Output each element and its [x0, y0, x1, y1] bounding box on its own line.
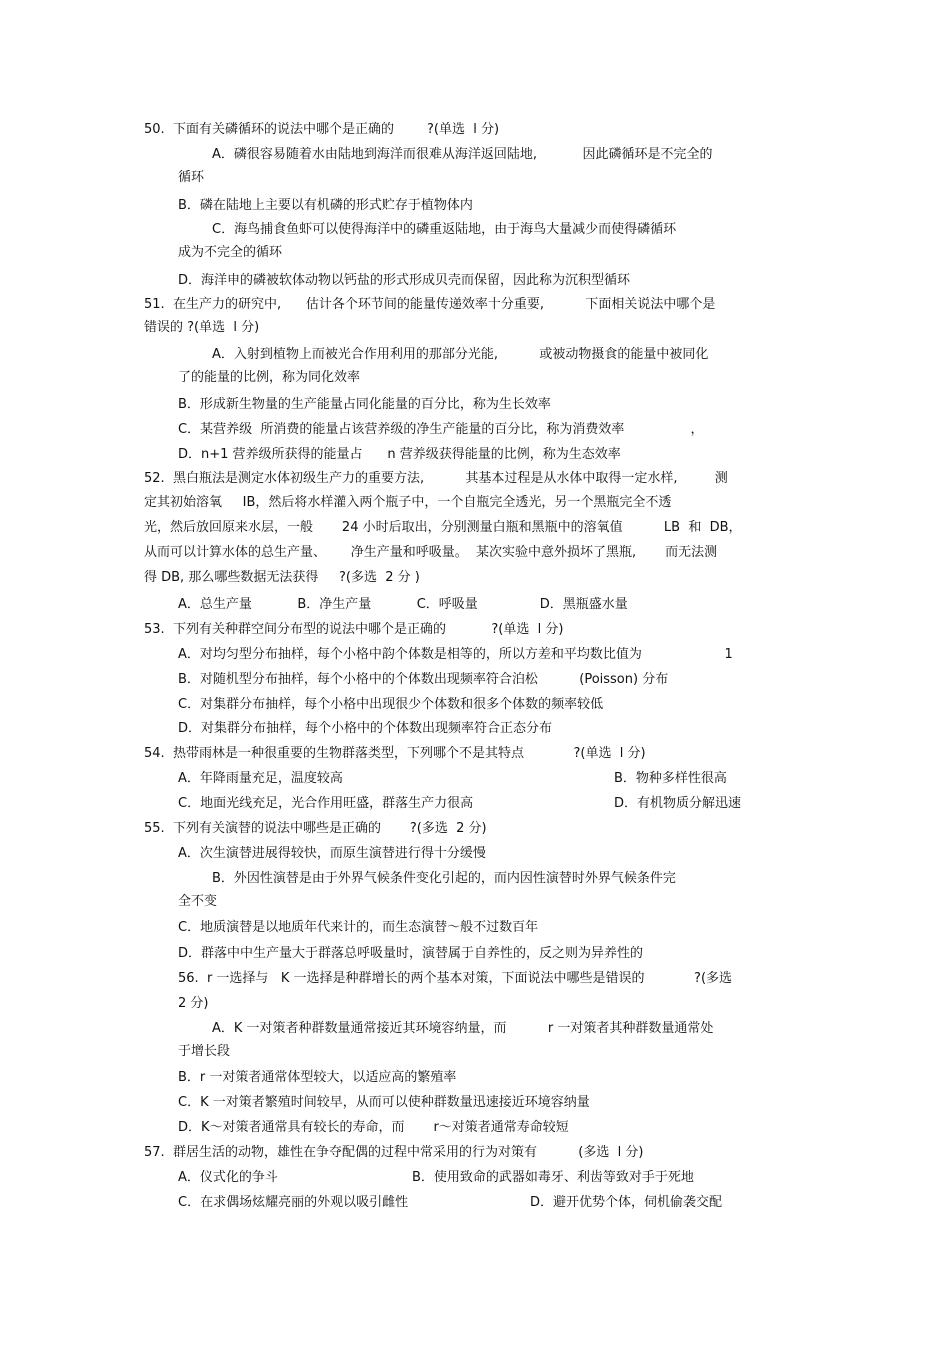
q56-option-b: B．r 一对策者通常体型较大，以适应高的繁殖率: [178, 1070, 457, 1085]
q56-option-a: A．K 一对策者种群数量通常接近其环境容纳量，而 r 一对策者其种群数量通常处: [212, 1021, 714, 1036]
q51-option-d: D．n+1 营养级所获得的能量占 n 营养级获得能量的比例，称为生态效率: [178, 447, 621, 462]
q53-option-a: A．对均匀型分布抽样，每个小格中韵个体数是相等的，所以方差和平均数比值为 1: [178, 647, 733, 662]
q55-option-d: D．群落中中生产量大于群落总呼吸量时，演替属于自养性的，反之则为异养性的: [178, 946, 644, 961]
q56-option-d: D．K～对策者通常具有较长的寿命，而 r～对策者通常寿命较短: [178, 1120, 569, 1135]
q50-option-d: D．海洋申的磷被软体动物以钙盐的形式形成贝壳而保留，因此称为沉积型循环: [178, 273, 631, 288]
q52-stem-cont-1: 定其初始溶氧 IB，然后将水样灌入两个瓶子中，一个自瓶完全透光，另一个黑瓶完全不透: [144, 495, 672, 510]
q55-option-c: C．地质演替是以地质年代来计的，而生态演替～般不过数百年: [178, 920, 539, 935]
q52-stem-cont-3: 从而可以计算水体的总生产量、 净生产量和呼吸量。 某次实验中意外损坏了黑瓶, 而无法测: [144, 545, 718, 560]
q50-option-a-cont: 循环: [178, 170, 205, 185]
q56-stem-cont: 2 分): [178, 996, 209, 1011]
q54-option-b: B．物种多样性很高: [614, 771, 727, 786]
q50-option-a: A．磷很容易随着水由陆地到海洋而很难从海洋返回陆地, 因此磷循环是不完全的: [212, 147, 713, 162]
q55-stem: 55. 下列有关演替的说法中哪些是正确的 ?(多选 2 分): [144, 821, 487, 836]
q55-option-b-cont: 全不变: [178, 894, 218, 909]
q55-option-b: B．外因性演替是由于外界气候条件变化引起的，而内因性演替时外界气候条件完: [212, 871, 676, 886]
q56-stem: 56. r 一选择与 K 一选择是种群增长的两个基本对策，下面说法中哪些是错误的 ?(多选: [178, 971, 733, 986]
q52-options: A．总生产量 B．净生产量 C．呼吸量 D．黑瓶盛水量: [178, 597, 628, 612]
q51-option-a: A．入射到植物上而被光合作用利用的那部分光能, 或被动物摄食的能量中被同化: [212, 347, 709, 362]
q54-option-c: C．地面光线充足，光合作用旺盛，群落生产力很高: [178, 796, 474, 811]
q57-stem: 57. 群居生活的动物，雄性在争夺配偶的过程中常采用的行为对策有 (多选 l 分): [144, 1145, 644, 1160]
q57-option-c: C．在求偶场炫耀亮丽的外观以吸引雌性: [178, 1195, 409, 1210]
q50-option-b: B．磷在陆地上主要以有机磷的形式贮存于植物体内: [178, 198, 473, 213]
q50-option-c: C．海鸟捕食鱼虾可以使得海洋中的磷重返陆地，由于海鸟大量减少而使得磷循环: [212, 222, 677, 237]
q53-stem: 53. 下列有关种群空间分布型的说法中哪个是正确的 ?(单选 l 分): [144, 622, 564, 637]
q57-option-a: A．仪式化的争斗: [178, 1170, 278, 1185]
q51-option-c: C．某营养级 所消费的能量占该营养级的净生产能量的百分比，称为消费效率 ，: [178, 422, 704, 437]
q53-option-d: D．对集群分布抽样，每个小格中的个体数出现频率符合正态分布: [178, 721, 553, 736]
q54-option-a: A．年降雨量充足，温度较高: [178, 771, 343, 786]
q53-option-c: C．对集群分布抽样，每个小格中出现很少个体数和很多个体数的频率较低: [178, 697, 604, 712]
q56-option-c: C．K 一对策者繁殖时间较早，从而可以使种群数量迅速接近环境容纳量: [178, 1095, 590, 1110]
q50-option-c-cont: 成为不完全的循环: [178, 245, 283, 260]
q54-stem: 54. 热带雨林是一种很重要的生物群落类型，下列哪个不是其特点 ?(单选 l 分): [144, 746, 646, 761]
q51-option-b: B．形成新生物量的生产能量占同化能量的百分比，称为生长效率: [178, 397, 551, 412]
q51-option-a-cont: 了的能量的比例，称为同化效率: [178, 370, 361, 385]
q56-option-a-cont: 于增长段: [178, 1044, 231, 1059]
q54-option-d: D．有机物质分解迅速: [614, 796, 742, 811]
q51-stem: 51. 在生产力的研究中, 估计各个环节间的能量传递效率十分重要, 下面相关说法中哪个是: [144, 297, 716, 312]
q57-option-b: B．使用致命的武器如毒牙、利齿等致对手于死地: [412, 1170, 694, 1185]
q51-stem-cont: 错误的 ?(单选 l 分): [144, 320, 260, 335]
q52-stem: 52. 黑白瓶法是测定水体初级生产力的重要方法, 其基本过程是从水体中取得一定水样, 测: [144, 471, 728, 486]
q55-option-a: A．次生演替进展得较快，而原生演替进行得十分缓慢: [178, 846, 486, 861]
q53-option-b: B．对随机型分布抽样，每个小格中的个体数出现频率符合泊松 (Poisson) 分布: [178, 672, 669, 687]
q57-option-d: D．避开优势个体，伺机偷袭交配: [530, 1195, 723, 1210]
q52-stem-cont-2: 光，然后放回原来水层，一般 24 小时后取出，分别测量白瓶和黑瓶中的溶氧值 LB 和 DB，: [144, 520, 742, 535]
q50-stem: 50. 下面有关磷循环的说法中哪个是正确的 ?(单选 l 分): [144, 122, 500, 137]
q52-stem-cont-4: 得 DB, 那么哪些数据无法获得 ?(多选 2 分 ): [144, 570, 420, 585]
